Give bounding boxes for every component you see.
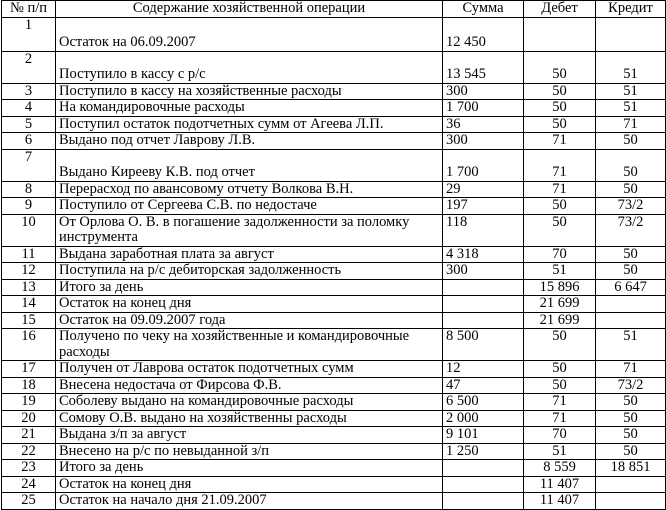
row-description: Сомову О.В. выдано на хозяйственны расходы [56,410,443,427]
table-row [2,263,666,280]
header-row [2,1,666,18]
header-num: № п/п [2,1,56,18]
row-sum: 197 [443,198,524,215]
row-debit: 71 [524,394,596,411]
row-number: 16 [2,329,56,361]
row-sum: 1 250 [443,443,524,460]
row-sum: 9 101 [443,427,524,444]
row-sum [443,312,524,329]
row-sum: 300 [443,263,524,280]
table-row [2,83,666,100]
row-sum [443,460,524,477]
row-sum [443,493,524,510]
row-description: Получен от Лаврова остаток подотчетных сумм [56,361,443,378]
row-description: Поступил остаток подотчетных сумм от Агеева Л.П. [56,116,443,133]
row-sum: 4 318 [443,246,524,263]
row-number: 20 [2,410,56,427]
row-description: Поступило в кассу с р/с [56,51,443,83]
table-row [2,17,666,51]
table-row [2,116,666,133]
row-credit [596,312,666,329]
row-credit: 71 [596,361,666,378]
row-sum: 8 500 [443,329,524,361]
table-row [2,329,666,361]
row-credit: 6 647 [596,279,666,296]
header-credit: Кредит [596,1,666,18]
row-debit: 71 [524,410,596,427]
row-credit [596,17,666,51]
table-row [2,246,666,263]
row-description: Выдано под отчет Лаврову Л.В. [56,133,443,150]
row-number: 25 [2,493,56,510]
row-credit: 51 [596,83,666,100]
row-debit: 50 [524,214,596,246]
row-sum: 300 [443,83,524,100]
row-description: Итого за день [56,279,443,296]
row-sum [443,296,524,313]
row-number: 17 [2,361,56,378]
row-number: 19 [2,394,56,411]
row-credit: 50 [596,133,666,150]
row-description: Поступило в кассу на хозяйственные расходы [56,83,443,100]
row-number: 21 [2,427,56,444]
row-number: 1 [2,17,56,51]
row-credit [596,493,666,510]
row-number: 14 [2,296,56,313]
table-row [2,427,666,444]
row-credit: 50 [596,443,666,460]
row-credit: 50 [596,181,666,198]
row-debit: 70 [524,246,596,263]
row-credit [596,476,666,493]
row-description: Остаток на 09.09.2007 года [56,312,443,329]
row-number: 22 [2,443,56,460]
table-row [2,296,666,313]
row-number: 5 [2,116,56,133]
row-number: 15 [2,312,56,329]
row-description: Остаток на конец дня [56,296,443,313]
row-debit: 51 [524,443,596,460]
row-debit: 50 [524,198,596,215]
row-debit: 71 [524,149,596,181]
row-description: Соболеву выдано на командировочные расходы [56,394,443,411]
row-debit: 50 [524,83,596,100]
table-row [2,149,666,181]
row-description: Выдана з/п за август [56,427,443,444]
row-sum [443,476,524,493]
row-credit: 51 [596,100,666,117]
row-number: 11 [2,246,56,263]
row-number: 13 [2,279,56,296]
row-number: 2 [2,51,56,83]
row-sum [443,279,524,296]
row-debit: 70 [524,427,596,444]
row-debit: 11 407 [524,493,596,510]
row-sum: 12 [443,361,524,378]
row-sum: 1 700 [443,100,524,117]
row-credit: 50 [596,263,666,280]
row-number: 4 [2,100,56,117]
row-sum: 47 [443,377,524,394]
row-credit: 73/2 [596,198,666,215]
row-debit: 50 [524,361,596,378]
table-row [2,198,666,215]
table-row [2,361,666,378]
row-credit: 50 [596,410,666,427]
table-row [2,214,666,246]
row-sum: 118 [443,214,524,246]
table-row [2,443,666,460]
row-number: 3 [2,83,56,100]
row-number: 10 [2,214,56,246]
row-number: 7 [2,149,56,181]
row-debit: 50 [524,377,596,394]
row-description: Выдана заработная плата за август [56,246,443,263]
row-debit: 51 [524,263,596,280]
row-number: 12 [2,263,56,280]
row-description: Остаток на начало дня 21.09.2007 [56,493,443,510]
row-credit: 73/2 [596,214,666,246]
row-number: 8 [2,181,56,198]
table-row [2,279,666,296]
row-credit: 18 851 [596,460,666,477]
row-debit: 21 699 [524,296,596,313]
row-debit: 71 [524,133,596,150]
table-row [2,460,666,477]
table-row [2,410,666,427]
row-sum: 36 [443,116,524,133]
row-credit: 50 [596,246,666,263]
row-credit: 73/2 [596,377,666,394]
header-sum: Сумма [443,1,524,18]
row-credit [596,296,666,313]
table-row [2,493,666,510]
row-credit: 50 [596,149,666,181]
row-sum: 6 500 [443,394,524,411]
row-debit: 50 [524,329,596,361]
row-description: Поступило от Сергеева С.В. по недостаче [56,198,443,215]
row-description: От Орлова О. В. в погашение задолженности за поломку инструмента [56,214,443,246]
row-debit: 15 896 [524,279,596,296]
row-description: Поступила на р/с дебиторская задолженность [56,263,443,280]
row-debit: 50 [524,100,596,117]
table-row [2,394,666,411]
row-credit: 50 [596,394,666,411]
row-debit [524,17,596,51]
table-row [2,100,666,117]
row-sum: 2 000 [443,410,524,427]
row-description: Итого за день [56,460,443,477]
row-debit: 50 [524,51,596,83]
row-credit: 51 [596,51,666,83]
row-debit: 50 [524,116,596,133]
row-number: 6 [2,133,56,150]
row-debit: 8 559 [524,460,596,477]
row-number: 24 [2,476,56,493]
table-row [2,181,666,198]
row-number: 18 [2,377,56,394]
row-credit: 71 [596,116,666,133]
row-sum: 12 450 [443,17,524,51]
row-sum: 13 545 [443,51,524,83]
table-row [2,312,666,329]
row-description: Внесена недостача от Фирсова Ф.В. [56,377,443,394]
table-row [2,51,666,83]
row-description: На командировочные расходы [56,100,443,117]
row-number: 9 [2,198,56,215]
table-row [2,377,666,394]
row-credit: 50 [596,427,666,444]
row-description: Перерасход по авансовому отчету Волкова В.Н. [56,181,443,198]
row-description: Остаток на конец дня [56,476,443,493]
ledger-body [2,17,666,509]
row-description: Выдано Киреeву К.В. под отчет [56,149,443,181]
table-row [2,476,666,493]
row-number: 23 [2,460,56,477]
row-description: Остаток на 06.09.2007 [56,17,443,51]
header-debit: Дебет [524,1,596,18]
row-sum: 300 [443,133,524,150]
table-row [2,133,666,150]
row-debit: 21 699 [524,312,596,329]
row-credit: 51 [596,329,666,361]
header-desc: Содержание хозяйственной операции [56,1,443,18]
row-sum: 1 700 [443,149,524,181]
row-sum: 29 [443,181,524,198]
ledger-table [1,0,666,510]
row-description: Внесено на р/с по невыданной з/п [56,443,443,460]
row-description: Получено по чеку на хозяйственные и командировочные расходы [56,329,443,361]
row-debit: 11 407 [524,476,596,493]
row-debit: 71 [524,181,596,198]
